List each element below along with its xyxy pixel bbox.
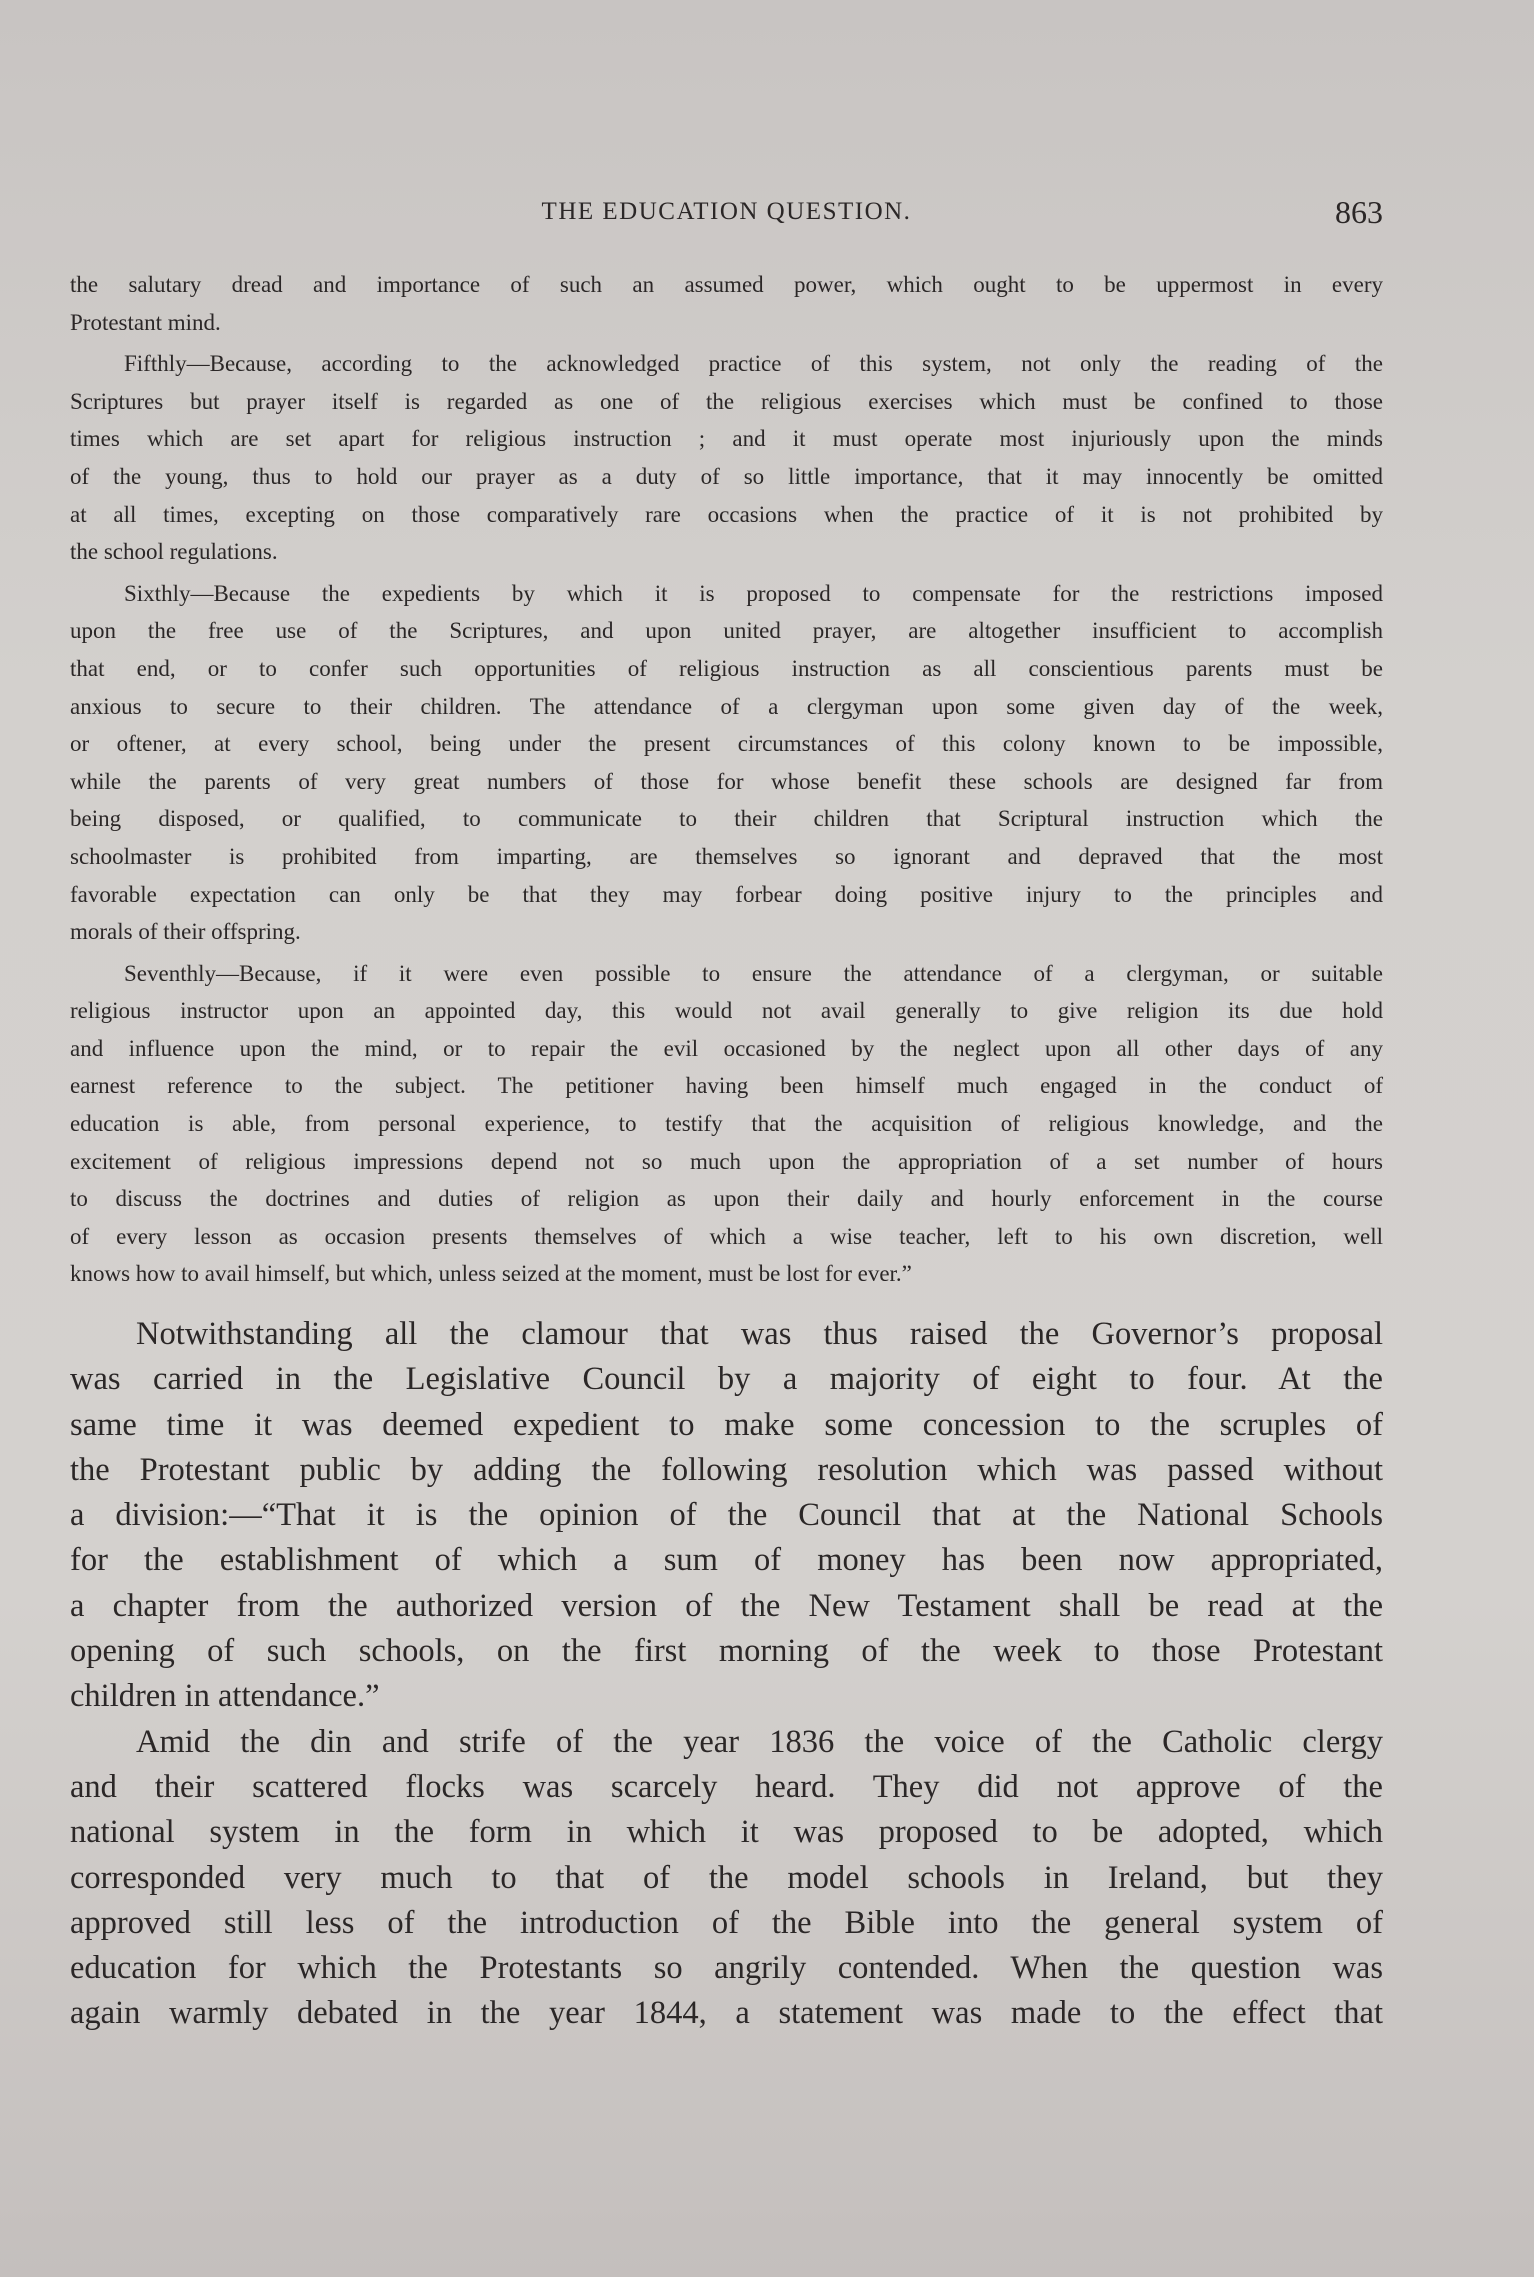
paragraph [70, 1312, 1383, 1720]
text-line: that end, or to confer such opportunities of religious instruction as all conscientious parents must be [70, 655, 1383, 681]
text-line: the Protestant public by adding the following resolution which was passed without [70, 1451, 1383, 1488]
text-line: upon the free use of the Scriptures, and upon united prayer, are altogether insufficient to accomplish [70, 618, 1383, 644]
text-line: while the parents of very great numbers of those for whose benefit these schools are designed far from [70, 768, 1383, 794]
text-line: Protestant mind. [70, 309, 221, 335]
text-line: at all times, excepting on those comparatively rare occasions when the practice of it is not prohibited by [70, 501, 1383, 527]
text-line: favorable expectation can only be that they may forbear doing positive injury to the principles and [70, 881, 1383, 907]
text-line: opening of such schools, on the first morning of the week to those Protestant [70, 1633, 1383, 1670]
text-line: anxious to secure to their children. The attendance of a clergyman upon some given day of the week, [70, 693, 1383, 719]
text-line: national system in the form in which it was proposed to be adopted, which [70, 1814, 1383, 1851]
text-line: of every lesson as occasion presents themselves of which a wise teacher, left to his own discretion, well [70, 1223, 1383, 1249]
body-text [70, 1312, 1383, 2037]
paragraph [70, 1720, 1383, 2037]
text-line: knows how to avail himself, but which, unless seized at the moment, must be lost for ever.” [70, 1261, 912, 1287]
text-line: times which are set apart for religious instruction ; and it must operate most injuriously upon the minds [70, 426, 1383, 452]
text-line: schoolmaster is prohibited from imparting, are themselves so ignorant and depraved that the most [70, 843, 1383, 869]
text-line: children in attendance.” [70, 1678, 380, 1715]
page-number: 863 [1335, 194, 1383, 230]
text-line: or oftener, at every school, being under the present circumstances of this colony known to be impossible, [70, 731, 1383, 757]
quoted-petition-extract [70, 266, 1383, 1297]
text-line: being disposed, or qualified, to communicate to their children that Scriptural instruction which the [70, 806, 1383, 832]
text-line: Sixthly—Because the expedients by which it is proposed to compensate for the restrictions imposed [124, 580, 1383, 606]
text-line: approved still less of the introduction of the Bible into the general system of [70, 1904, 1383, 1941]
text-line: Scriptures but prayer itself is regarded as one of the religious exercises which must be confined to those [70, 388, 1383, 414]
paragraph [70, 955, 1383, 1293]
text-line: for the establishment of which a sum of money has been now appropriated, [70, 1542, 1383, 1579]
text-line: a division:—“That it is the opinion of the Council that at the National Schools [70, 1497, 1383, 1534]
text-line: and influence upon the mind, or to repair the evil occasioned by the neglect upon all other days of any [70, 1035, 1383, 1061]
running-title: THE EDUCATION QUESTION. [541, 198, 912, 225]
text-line: excitement of religious impressions depend not so much upon the appropriation of a set number of hours [70, 1148, 1383, 1174]
text-line: Notwithstanding all the clamour that was thus raised the Governor’s proposal [136, 1316, 1383, 1352]
text-line: to discuss the doctrines and duties of religion as upon their daily and hourly enforcement in the course [70, 1186, 1383, 1212]
paragraph [70, 575, 1383, 951]
paragraph [70, 266, 1383, 341]
text-line: corresponded very much to that of the model schools in Ireland, but they [70, 1859, 1383, 1896]
paragraph [70, 345, 1383, 571]
text-line: Amid the din and strife of the year 1836 the voice of the Catholic clergy [136, 1723, 1383, 1760]
text-line: the school regulations. [70, 539, 278, 565]
text-line: morals of their offspring. [70, 919, 301, 945]
text-line: education for which the Protestants so angrily contended. When the question was [70, 1950, 1383, 1987]
text-line: the salutary dread and importance of such an assumed power, which ought to be uppermost in every [70, 272, 1383, 297]
page-header [70, 194, 1383, 230]
text-line: Seventhly—Because, if it were even possible to ensure the attendance of a clergyman, or suitable [124, 960, 1383, 986]
text-line: a chapter from the authorized version of the New Testament shall be read at the [70, 1587, 1383, 1624]
text-line: again warmly debated in the year 1844, a statement was made to the effect that [70, 1995, 1383, 2032]
text-line: education is able, from personal experience, to testify that the acquisition of religious knowledge, and the [70, 1111, 1383, 1137]
text-line: religious instructor upon an appointed day, this would not avail generally to give religion its due hold [70, 998, 1383, 1024]
text-line: Fifthly—Because, according to the acknowledged practice of this system, not only the reading of the [124, 351, 1383, 377]
text-line: same time it was deemed expedient to make some concession to the scruples of [70, 1406, 1383, 1443]
text-line: and their scattered flocks was scarcely heard. They did not approve of the [70, 1768, 1383, 1805]
text-line: of the young, thus to hold our prayer as a duty of so little importance, that it may innocently be omitted [70, 463, 1383, 489]
text-line: was carried in the Legislative Council by a majority of eight to four. At the [70, 1361, 1383, 1398]
text-line: earnest reference to the subject. The petitioner having been himself much engaged in the conduct of [70, 1073, 1383, 1099]
